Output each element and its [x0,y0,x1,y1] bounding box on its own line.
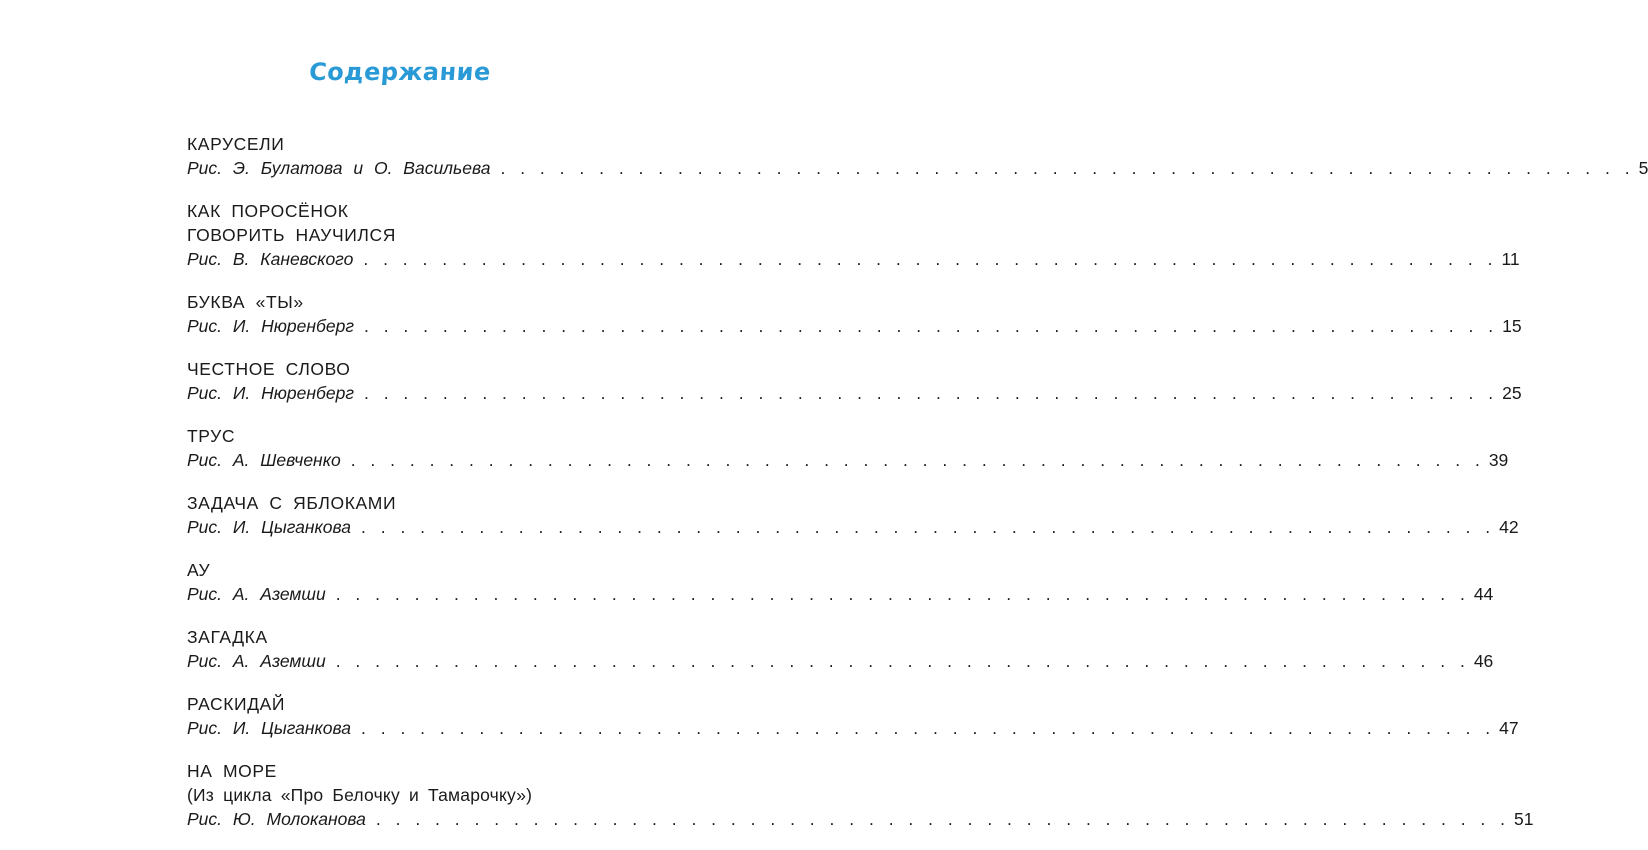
toc-entry-credit-line [187,156,1648,180]
illustrator-credit: Рис. А. Шевченко [187,450,341,470]
toc-entry-heading: КАРУСЕЛИ [187,134,285,154]
illustrator-credit: Рис. И. Нюренберг [187,316,354,336]
toc-entry-credit-line [187,314,1522,338]
toc-entry-credit-line [187,582,1494,606]
toc-entry-heading: ЗАДАЧА С ЯБЛОКАМИ [187,493,397,513]
dot-leader: . . . . . . . . . . . . . . . . . . . . . . . . . . . . . . . . . . . . . . . . . . . . . . . . . . . . . . . . . . [500,158,1635,178]
toc-entry [187,558,1494,606]
illustrator-credit: Рис. Э. Булатова и О. Васильева [187,158,491,178]
toc-entry-credit-line [187,649,1494,673]
toc-entry-credit-line [187,448,1509,472]
page-number: 25 [1502,383,1522,403]
page-number: 46 [1473,651,1494,671]
toc-entry-credit-line [187,807,1534,831]
toc-entry-heading: ТРУС [187,426,236,446]
page-number: 11 [1501,249,1520,269]
toc-entry-credit-line [187,247,1520,271]
toc-entry [187,199,1520,271]
toc-entry-heading: ЗАГАДКА [187,627,268,647]
dot-leader: . . . . . . . . . . . . . . . . . . . . . . . . . . . . . . . . . . . . . . . . . . . . . . . . . . . . . . . . . . [363,316,1499,336]
toc-entry-heading: АУ [187,560,211,580]
illustrator-credit: Рис. А. Аземши [187,651,326,671]
illustrator-credit: Рис. А. Аземши [187,584,326,604]
illustrator-credit: Рис. В. Каневского [187,249,354,269]
page-number: 42 [1499,517,1519,537]
page-number: 5 [1638,158,1648,178]
illustrator-credit: Рис. Ю. Молоканова [187,809,366,829]
page-number: 39 [1488,450,1509,470]
page-number: 15 [1502,316,1522,336]
page-number: 51 [1514,809,1534,829]
toc-entry-credit-line [187,381,1522,405]
illustrator-credit: Рис. И. Цыганкова [187,517,351,537]
dot-leader: . . . . . . . . . . . . . . . . . . . . . . . . . . . . . . . . . . . . . . . . . . . . . . . . . . . . . . . . . . [363,383,1499,403]
toc-entry-credit-line [187,515,1519,539]
dot-leader: . . . . . . . . . . . . . . . . . . . . . . . . . . . . . . . . . . . . . . . . . . . . . . . . . . . . . . . . . . [361,517,1496,537]
toc-entry [187,290,1522,338]
toc-entry-credit-line [187,716,1519,740]
dot-leader: . . . . . . . . . . . . . . . . . . . . . . . . . . . . . . . . . . . . . . . . . . . . . . . . . . . . . . . . . . [361,718,1496,738]
toc-entry-heading: КАК ПОРОСЁНОК [187,201,349,221]
illustrator-credit: Рис. И. Нюренберг [187,383,354,403]
page-title: Содержание [308,58,492,86]
toc-entry-heading: РАСКИДАЙ [187,694,286,714]
toc-entry [187,357,1522,405]
toc-entry-heading: НА МОРЕ [187,761,277,781]
dot-leader: . . . . . . . . . . . . . . . . . . . . . . . . . . . . . . . . . . . . . . . . . . . . . . . . . . . . . . . . . . [375,809,1511,829]
toc-entry-heading: БУКВА «ТЫ» [187,292,304,312]
illustrator-credit: Рис. И. Цыганкова [187,718,351,738]
toc-entry [187,692,1519,740]
toc-entry [187,759,1534,831]
dot-leader: . . . . . . . . . . . . . . . . . . . . . . . . . . . . . . . . . . . . . . . . . . . . . . . . . . . . . . . . . . [335,584,1470,604]
toc-entry-heading: ГОВОРИТЬ НАУЧИЛСЯ [187,225,396,245]
toc-entry [187,424,1509,472]
toc-entry [187,625,1494,673]
toc-entry-note: (Из цикла «Про Белочку и Тамарочку») [187,785,533,805]
toc-entry [187,132,1648,180]
table-of-contents [187,132,1648,850]
page-number: 44 [1473,584,1494,604]
toc-entry-heading: ЧЕСТНОЕ СЛОВО [187,359,351,379]
dot-leader: . . . . . . . . . . . . . . . . . . . . . . . . . . . . . . . . . . . . . . . . . . . . . . . . . . . . . . . . . . [335,651,1470,671]
dot-leader: . . . . . . . . . . . . . . . . . . . . . . . . . . . . . . . . . . . . . . . . . . . . . . . . . . . . . . . . . . [350,450,1485,470]
page-number: 47 [1499,718,1519,738]
dot-leader: . . . . . . . . . . . . . . . . . . . . . . . . . . . . . . . . . . . . . . . . . . . . . . . . . . . . . . . . . . [363,249,1498,269]
toc-entry [187,491,1519,539]
